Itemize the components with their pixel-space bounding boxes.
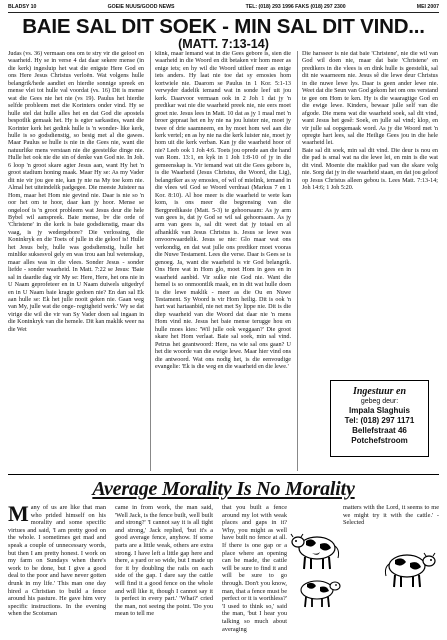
- column-text: matters with the Lord, it seems to me we might try it with the cattle.' - Selected: [343, 504, 439, 527]
- secondary-article: [8, 474, 439, 636]
- sponsor-town: Potchefstroom: [351, 436, 408, 445]
- cow-illustration: [293, 574, 341, 610]
- page-header: [8, 4, 439, 13]
- sponsor-street: Bellefstraat 46: [352, 426, 407, 435]
- scripture-reference: (MATT. 7:13-14): [178, 37, 269, 51]
- column-text: Judas (vs. 36) vermaan ons om te stry vir die geloof en waarheid. Hy se in verse 4 dat daar sekere mense (in die kerk) ingesluip het wat die enigste Here God en ons Here Jesus Christus verloën. Wat volgens hulle belangrik/hede aandiet en hierdie sonnige spreek en mense vlei tot hulle val voordat (vs. 16) Dit is mense wat die Gees nie het nie (vs 19). Paulus het hierdie selfde probleem met die Korinters onder vind. Hy se hulle stel dat hulle alles het en dat God die apostels bespotlik gemaak het. Hy is egter sarkasties, want die Korinter kerk het gedink hulle is 'n wonder- like kerk, hulle is so godsdienstig, so besig met al die gawes. Maar Paulus se hulle is nie in die Gees nie, want die natuurlike mens verstaan nie die geestelike dinge nie. Hulle het ook nie die sin of denke van God nie. In Joh. 6 loop 'n groot skare agter Jesus aan, want Hy het 'n groot stadium honing maak. Maar Hy se: As my Vader dit nie vir jou gee nie, kan jy nie na My toe kom nie. Almal het uiteindelik padgegee. Die meeste Juisteer na Hom, maar het Hom nie gevind nie. Daar is nie so 'n oor het om te hoor, daar kan jy hoor. Mense se ongeloof is 'n groot probleem wat Jesus deur die hele Bybel wil aanspreek. Baie mense, bv die orde of 'Christene' in die kerk is baie godsdienstig, maar dis vaag, is jy wedergebore? Die verlossing, die Koninkryk en die Toets of julle in die geloof is! Hulle het Jesus bely, hulle was godsdienstig, hulle het minlike suksesvol gely en was trou aan hul wetenskap, maar alles was in die vlees. Sonder Jesus - sonder liefde - sonder waarheid. In Matt. 7:22 se Jesus: 'Baie sal in daardie dag vir My se: Here, Here, het ons nie in U Naam geprofeteer en in U Naam duiwels uitgedryf en in U Naam baie kragte gedoen nie? En dan sal Ek aan hulle se: Ek het julle nooit geken nie. Gaan weg van My, julle wat die onge- regtigheid werk.' Wy se dat virige die wil die vir van Sy Vader doen sal ingaan in die Koninkryk van die hemele. Dit kan maklik weer na die Wet: [8, 51, 144, 333]
- column-text: came in from work, the man said, 'Well Jack, is the fence built, well built and strong?' 'I cannot say it is all tight and strong,' Jack replied, 'but it's a good average fence, anyhow. If some parts are a little weak, others are extra strong. I have left a little gap here and there, a yard or so wide, but I made up for it by doubling the rails on each side of the gap. I dare say the cattle will find it a good fence on the whole and will like it, though I cannot say it is perfect in every part.' 'What?' cried the man, not seeing the point. 'Do you mean to tell me: [115, 504, 213, 618]
- sponsor-title: Ingestuur en: [352, 386, 407, 397]
- sponsor-box: [330, 380, 429, 457]
- section-divider: [8, 474, 439, 475]
- article-column-1: [8, 51, 144, 471]
- column-text: any of us are like that man who prided himself on his morality and some specific virtues and said, 'I am pretty good on the whole. I sometimes get mad and speak a couple of unnecessary words, but then I am pretty honest. I work on my farm on Sundays when there's work to be done, but I give a good deal to the poor and have never gotten drunk in my life.' This man one day hired a Christian to build a fence around his pasture. He gave him very specific instructions. In the evening when the Scotsman: [8, 504, 106, 618]
- article-column-3: [222, 504, 287, 634]
- main-article: [8, 51, 439, 471]
- column-text: klink, maar lemand wat in die Gees gebore is, sien die waarheid in die Woord en dit betaken vir hom meer as enige iets; en hy wil die Woord uitleef meer as enige iets anders. Hy laat nie toe dat sy emosies hom kortwiele nie. Daarom se Paulus in 1 Kor. 5:1-13 verwyder dadelik iemand wat in sonde leef uit jou kerk. Daarvoor vermaan ook in 2 Joh 1 dat jy 'n predikar wat nie die waarheid preek nie, nie eers moet groet nie. Jesus lees in Matt. 10 dat as jy 1 maal met 'n broer gepraat het en hy nie na jou luister nie, moet jy twee of drie saamneem, en hy moet hom wel aan die kerk vertel; en as hy nie na die kerk luister nie, moet jy hom uit die kerk verban. Kan jy die waarheid hoor of nie? Leeb ook 1 Joh 4:6. Toets jou oprede aan die hand van Rom. 13:1, en kyk in 1 Joh 1:8-10 of jy in die gemeenskap is. Vir iemand wat uit die Gees gebore is, is die Waarheid (Jesus Christus, die Woord, die Lig), belangriker as sy emosies, of wil of mielink, iemand in die vlees wil God se Woord verdraai (Markus 7 en 1 Kor. 8:10). Al hoe meer is die waarheid te wete kan kom, is ons meer die begrensing van die Bergpredikasie (Matt. 5-3) te gehoorsaam: As jy arm van gees is, dat jy God se wil sal gehoorsaam. As jy arm van gees is, sal dit weet dat jy totaal en al afhanklik van Jesus Christus is. Jesus se lewe was onvoorwaardelik. Jesus se nie: Glo maar wat ons verkondig, en dat wat julle ons prediker moet vooras die Nuwe Testament. Lees die verse. Daar is Gees se is genoeg. Ja, want die waarheid is vir God belangrik. Ons Here wat in Hom glo, moet Hom in gees en in waarheid aanbid. Vir sulke nie God nie. Want die hemel is so onmoontlik maak, en in dit wat hulle doen is die lewe maklik - meer as die Ou en Nuwe Testament. Sy Woord is vir Hom heilig. Dit is ook 'n hart wat hartaanbid, nie net met Sy lippe nie. Dit is die diep waarheid van die Woord dat daar nie 'n mens Hom vind nie. Jesus het baie mense terugge hou en hulle moes kies: 'Wil julle ook weggaan?' Die groot skare het Hom verlaat. Baie sal soek, min sal vind. Petrus het geantwoord: Here, na wie sal ons gaan? U het die woorde van die ewige lewe. Maar hier vind ons die antwoord. Wat ons nodig het, is die eenvoudige evangelie: 'Ek is die weg en die waarheid en die lewe.': [155, 51, 291, 371]
- article-column-3: [302, 51, 438, 351]
- column-text: Baie sal dit soek, min sal dit vind. Die deur is nou en die pad is smal wat na die lewe lei, en min is die wat dit vind. Moenie die maklike pad van die skare volg nie. Sorg dat jy in die waarheid staan, en dat jou geloof op Jesus Christus alleen gebou is. Lees Matt. 7:13-14; Joh 14:6; 1 Joh 5:20.: [302, 147, 438, 192]
- page-number: BLADSY 10: [8, 4, 37, 10]
- drop-cap: M: [8, 504, 29, 526]
- article-column-2: [155, 51, 291, 471]
- sponsor-subtitle: gebeg deur:: [360, 398, 399, 405]
- article-column-2: [115, 504, 213, 634]
- cow-illustration: [290, 526, 342, 572]
- column-text: that you built a fence around my lot with weak places and gaps in it? Why, you might as well have built no fence at all. If there is one gap or a place where an opening can be made, the cattle will be sure to find it and will be sure to go through. Don't you know, man, that a fence must be perfect or it is worthless?' 'I used to think so,' said the man, 'but I hear you talking so much about averaging: [222, 504, 287, 633]
- main-headline: BAIE SAL DIT SOEK - MIN SAL DIT VIND...: [22, 15, 425, 38]
- contact-numbers: TEL: (018) 293 1996 FAKS (018) 297 2300: [245, 4, 346, 10]
- sponsor-name: Impala Slaghuis: [349, 406, 410, 415]
- cow-illustration: [383, 546, 437, 590]
- newsletter-page: [8, 4, 439, 636]
- column-divider: [297, 51, 298, 471]
- sponsor-phone: Tel: (018) 297 1171: [344, 416, 415, 425]
- publication-name: GOEIE NUUS/GOOD NEWS: [107, 4, 175, 10]
- issue-date: MEI 2007: [416, 4, 439, 10]
- article-title: Average Morality Is No Morality: [92, 478, 355, 500]
- column-text: Die harsseer is nie dat baie 'Christene', nie die wil van God wil doen nie, maar dat baie 'Christene' en predikers in die vlees is en dink hulle is geestelik, sal dit nie waarneem nie. Jesus sê die lewe deur Christus in die nuwe lewe lys. Daar is geen ander lewe nie. Weet dat die Seun van God gekom het om ons verstand te gee om Hom te ken. Hy is die waaragtige God en die ewige lewe. Kinders, bewaar julle self van die afgode. Die mens wat die waarheid soek, sal dit vind, want Jesus het gesê: Soek, en julle sal vind; klop, en vir julle sal oopgemaak word. As jy die Woord met 'n opregte hart lees, sal die Heilige Gees jou in die hele waarheid lei.: [302, 51, 438, 147]
- article-column-1: [8, 504, 106, 634]
- column-divider: [150, 51, 151, 471]
